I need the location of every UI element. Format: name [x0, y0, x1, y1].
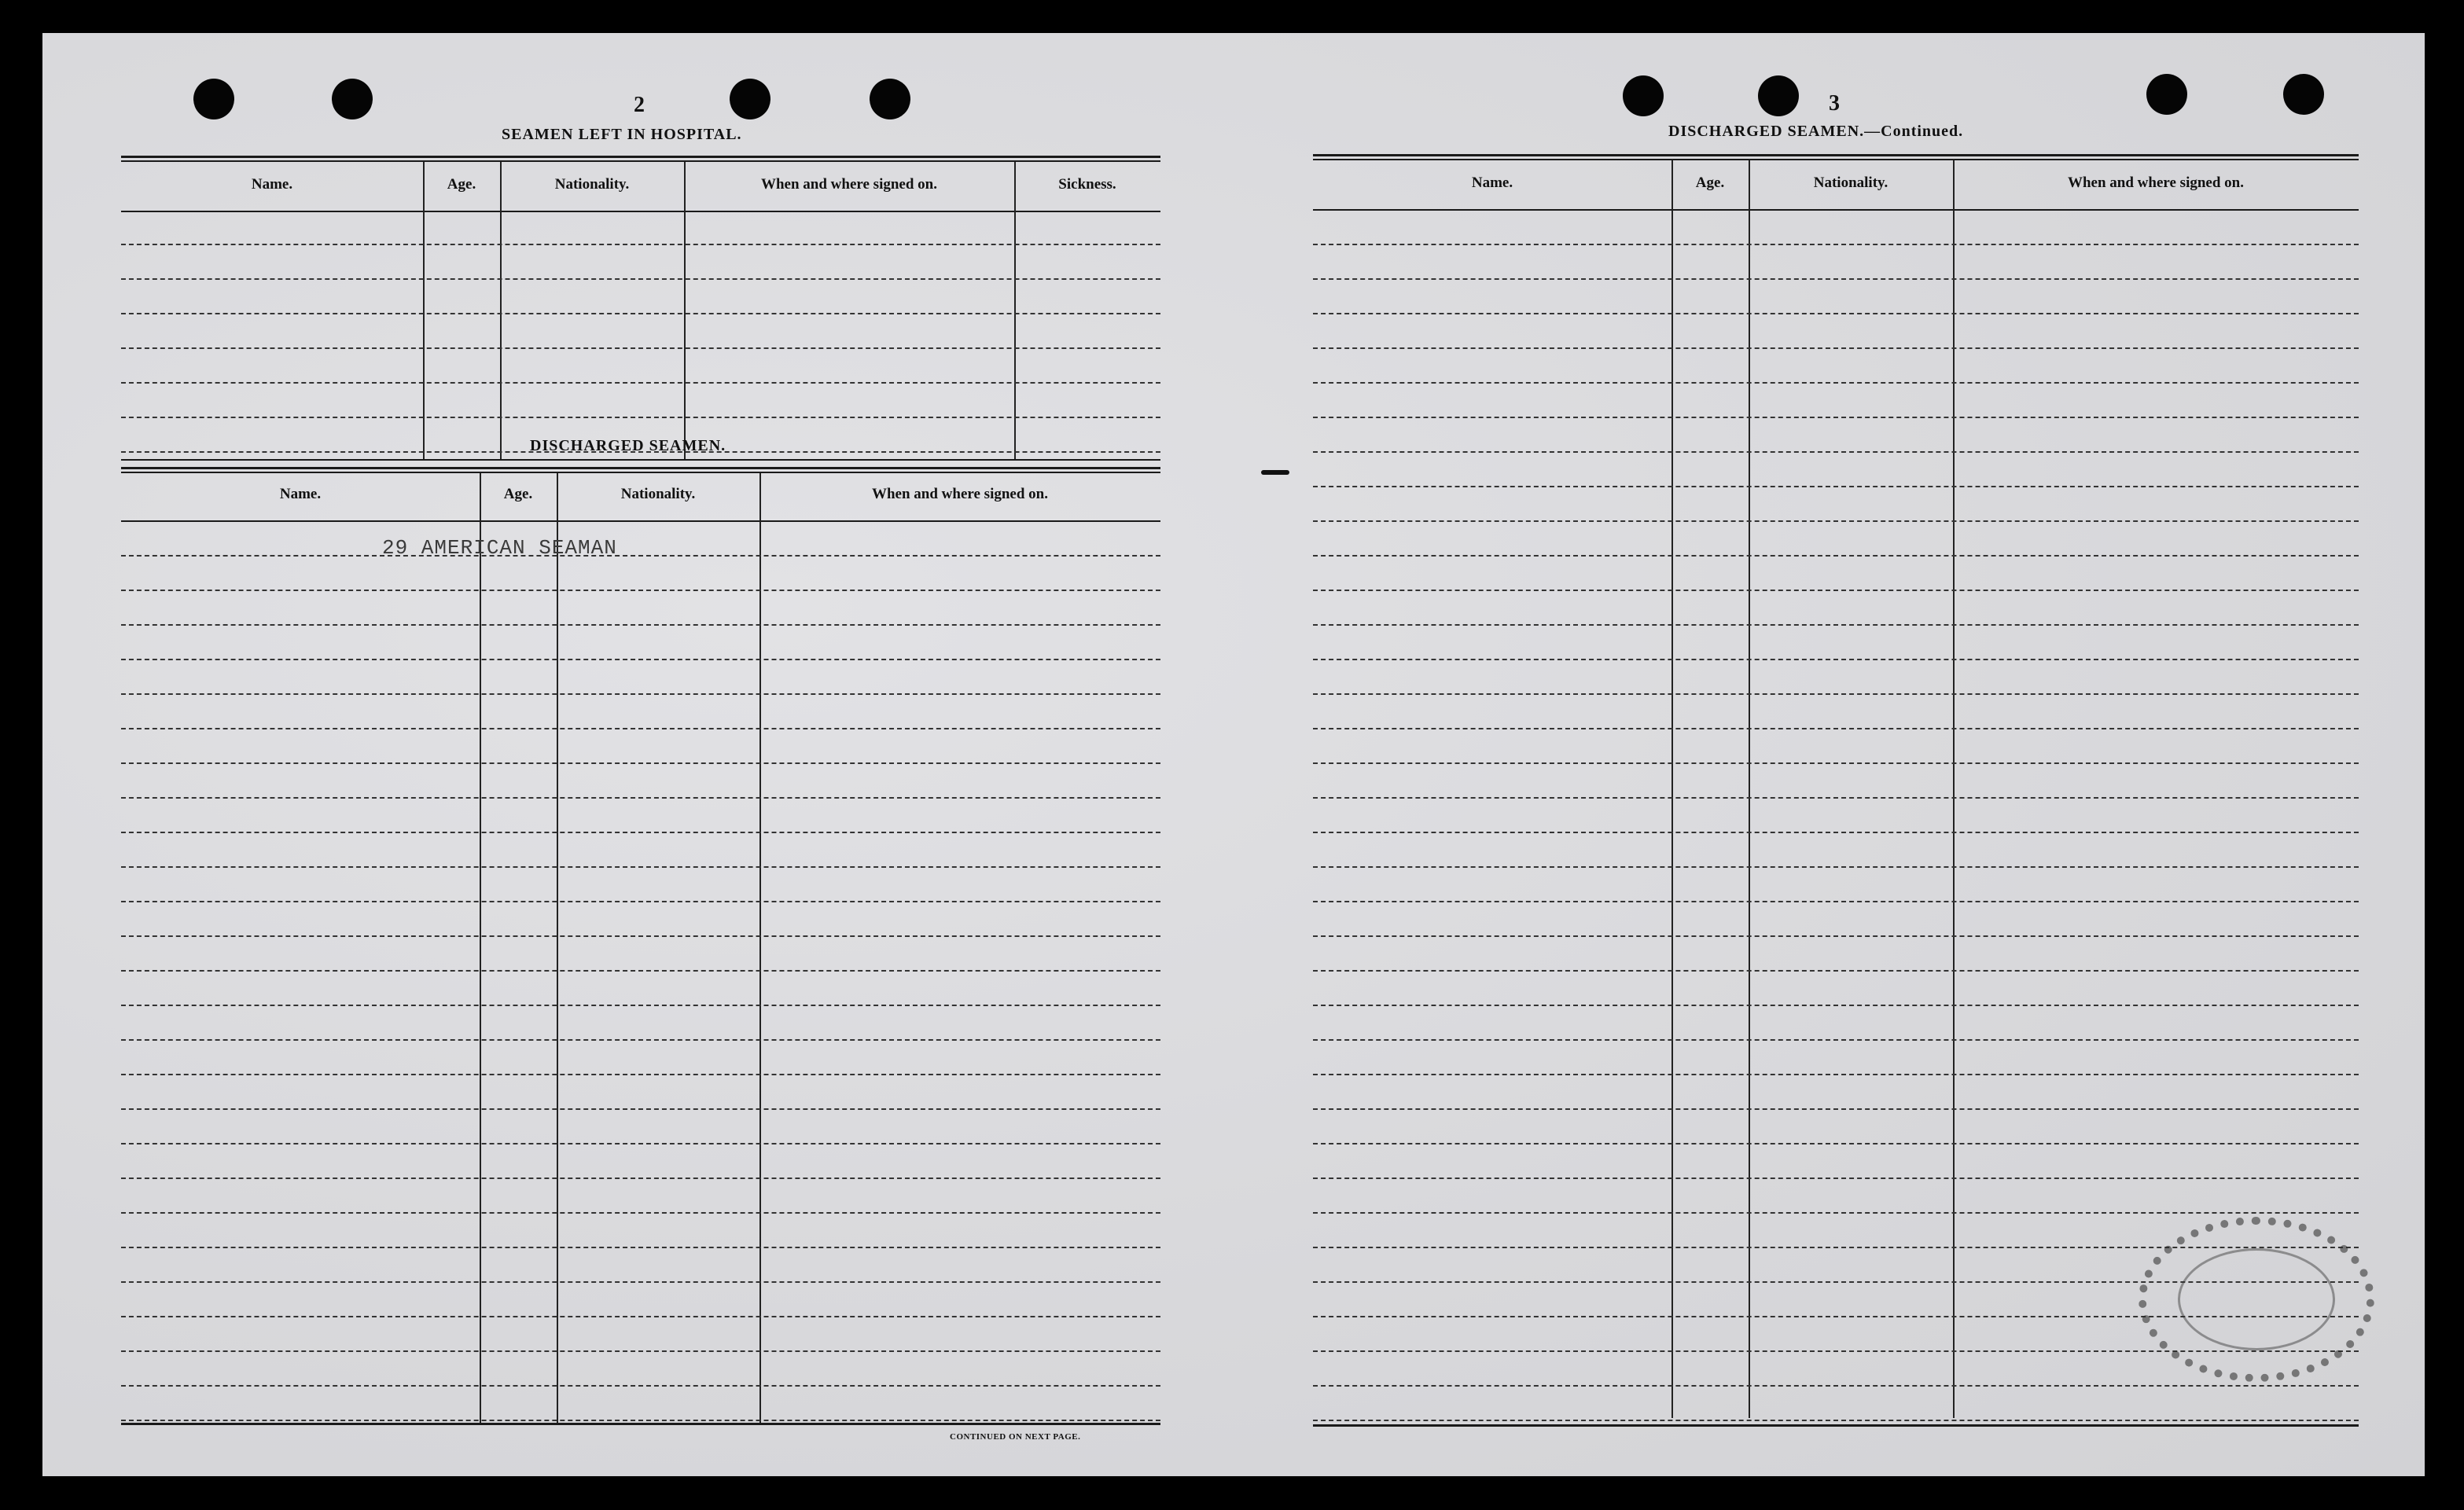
column-divider: [1749, 160, 1750, 1418]
column-divider: [480, 473, 481, 1423]
dotted-row-line: [121, 1420, 1160, 1421]
fold-mark: [1261, 470, 1289, 475]
dotted-row-line: [1313, 1212, 2359, 1214]
dotted-row-line: [1313, 970, 2359, 972]
column-divider: [423, 162, 425, 459]
col-age: Age.: [447, 176, 476, 193]
dotted-row-line: [1313, 278, 2359, 280]
dotted-row-line: [121, 1247, 1160, 1248]
bottom-rule: [121, 1423, 1160, 1425]
dotted-row-line: [1313, 797, 2359, 799]
column-header-rule: [121, 211, 1160, 212]
dotted-row-line: [1313, 1074, 2359, 1075]
col-signed-on: When and where signed on.: [760, 176, 937, 193]
dotted-row-line: [121, 693, 1160, 695]
col-name: Name.: [1471, 175, 1513, 191]
dotted-row-line: [1313, 866, 2359, 868]
col-signed-on: When and where signed on.: [871, 486, 1048, 502]
dotted-row-line: [121, 659, 1160, 660]
dotted-row-line: [121, 1074, 1160, 1075]
punch-hole: [193, 79, 234, 119]
column-header-rule: [121, 520, 1160, 522]
hospital-section-title: SEAMEN LEFT IN HOSPITAL.: [502, 126, 742, 143]
dotted-row-line: [1313, 451, 2359, 453]
header-rule: [121, 156, 1160, 158]
dotted-row-line: [1313, 590, 2359, 591]
dotted-row-line: [1313, 1178, 2359, 1179]
dotted-row-line: [121, 1316, 1160, 1317]
column-header-rule: [1313, 209, 2359, 211]
dotted-row-line: [1313, 555, 2359, 557]
punch-hole: [2283, 74, 2324, 115]
header-rule: [1313, 154, 2359, 156]
dotted-row-line: [1313, 935, 2359, 937]
punch-hole: [332, 79, 373, 119]
dotted-row-line: [121, 901, 1160, 902]
dotted-row-line: [1313, 1420, 2359, 1421]
dotted-row-line: [121, 797, 1160, 799]
dotted-row-line: [121, 313, 1160, 314]
col-nationality: Nationality.: [554, 176, 630, 193]
dotted-row-line: [121, 555, 1160, 557]
punch-hole: [870, 79, 910, 119]
punch-hole: [2146, 74, 2187, 115]
column-divider: [1671, 160, 1673, 1418]
column-divider: [1014, 162, 1016, 459]
col-age: Age.: [503, 486, 533, 502]
dotted-row-line: [121, 624, 1160, 626]
page-number-left: 2: [634, 93, 645, 117]
ledger-spread: [42, 33, 2425, 1476]
col-name: Name.: [251, 176, 293, 193]
dotted-row-line: [1313, 1039, 2359, 1041]
postmark-stamp: [2139, 1217, 2374, 1382]
section-rule: [121, 459, 1160, 461]
bottom-rule: [1313, 1424, 2359, 1427]
dotted-row-line: [121, 417, 1160, 418]
dotted-row-line: [1313, 728, 2359, 729]
punch-hole: [1623, 75, 1664, 116]
dotted-row-line: [1313, 417, 2359, 418]
dotted-row-line: [121, 1281, 1160, 1283]
dotted-row-line: [121, 244, 1160, 245]
dotted-row-line: [121, 1005, 1160, 1006]
dotted-row-line: [121, 1350, 1160, 1352]
header-rule: [121, 467, 1160, 469]
dotted-row-line: [121, 1039, 1160, 1041]
punch-hole: [1758, 75, 1799, 116]
col-nationality: Nationality.: [1813, 175, 1888, 191]
dotted-row-line: [121, 1143, 1160, 1144]
dotted-row-line: [1313, 520, 2359, 522]
dotted-row-line: [1313, 624, 2359, 626]
dotted-row-line: [1313, 244, 2359, 245]
continued-note: CONTINUED ON NEXT PAGE.: [950, 1432, 1081, 1442]
col-sickness: Sickness.: [1058, 176, 1116, 193]
dotted-row-line: [1313, 382, 2359, 384]
col-name: Name.: [279, 486, 322, 502]
dotted-row-line: [121, 382, 1160, 384]
typed-entry: 29 AMERICAN SEAMAN: [382, 536, 617, 560]
header-rule: [121, 160, 1160, 162]
dotted-row-line: [1313, 832, 2359, 833]
dotted-row-line: [121, 1108, 1160, 1110]
page-number-right: 3: [1829, 91, 1840, 116]
column-divider: [684, 162, 686, 459]
dotted-row-line: [1313, 901, 2359, 902]
column-divider: [557, 473, 558, 1423]
dotted-row-line: [1313, 1108, 2359, 1110]
dotted-row-line: [1313, 762, 2359, 764]
col-age: Age.: [1695, 175, 1725, 191]
dotted-row-line: [121, 278, 1160, 280]
dotted-row-line: [121, 762, 1160, 764]
discharged-continued-title: DISCHARGED SEAMEN.—Continued.: [1668, 123, 1964, 140]
dotted-row-line: [121, 935, 1160, 937]
dotted-row-line: [121, 970, 1160, 972]
column-divider: [1953, 160, 1955, 1418]
dotted-row-line: [121, 1178, 1160, 1179]
header-rule: [1313, 159, 2359, 160]
dotted-row-line: [1313, 1143, 2359, 1144]
punch-hole: [730, 79, 770, 119]
dotted-row-line: [1313, 693, 2359, 695]
dotted-row-line: [1313, 659, 2359, 660]
dotted-row-line: [121, 1385, 1160, 1387]
column-divider: [759, 473, 761, 1423]
dotted-row-line: [1313, 1385, 2359, 1387]
header-rule: [121, 472, 1160, 473]
dotted-row-line: [1313, 486, 2359, 487]
col-signed-on: When and where signed on.: [2067, 175, 2244, 191]
dotted-row-line: [121, 1212, 1160, 1214]
discharged-section-title: DISCHARGED SEAMEN.: [530, 437, 726, 454]
column-divider: [500, 162, 502, 459]
dotted-row-line: [1313, 347, 2359, 349]
dotted-row-line: [121, 832, 1160, 833]
dotted-row-line: [121, 590, 1160, 591]
dotted-row-line: [121, 728, 1160, 729]
dotted-row-line: [1313, 1005, 2359, 1006]
col-nationality: Nationality.: [620, 486, 696, 502]
dotted-row-line: [121, 347, 1160, 349]
dotted-row-line: [121, 866, 1160, 868]
dotted-row-line: [1313, 313, 2359, 314]
